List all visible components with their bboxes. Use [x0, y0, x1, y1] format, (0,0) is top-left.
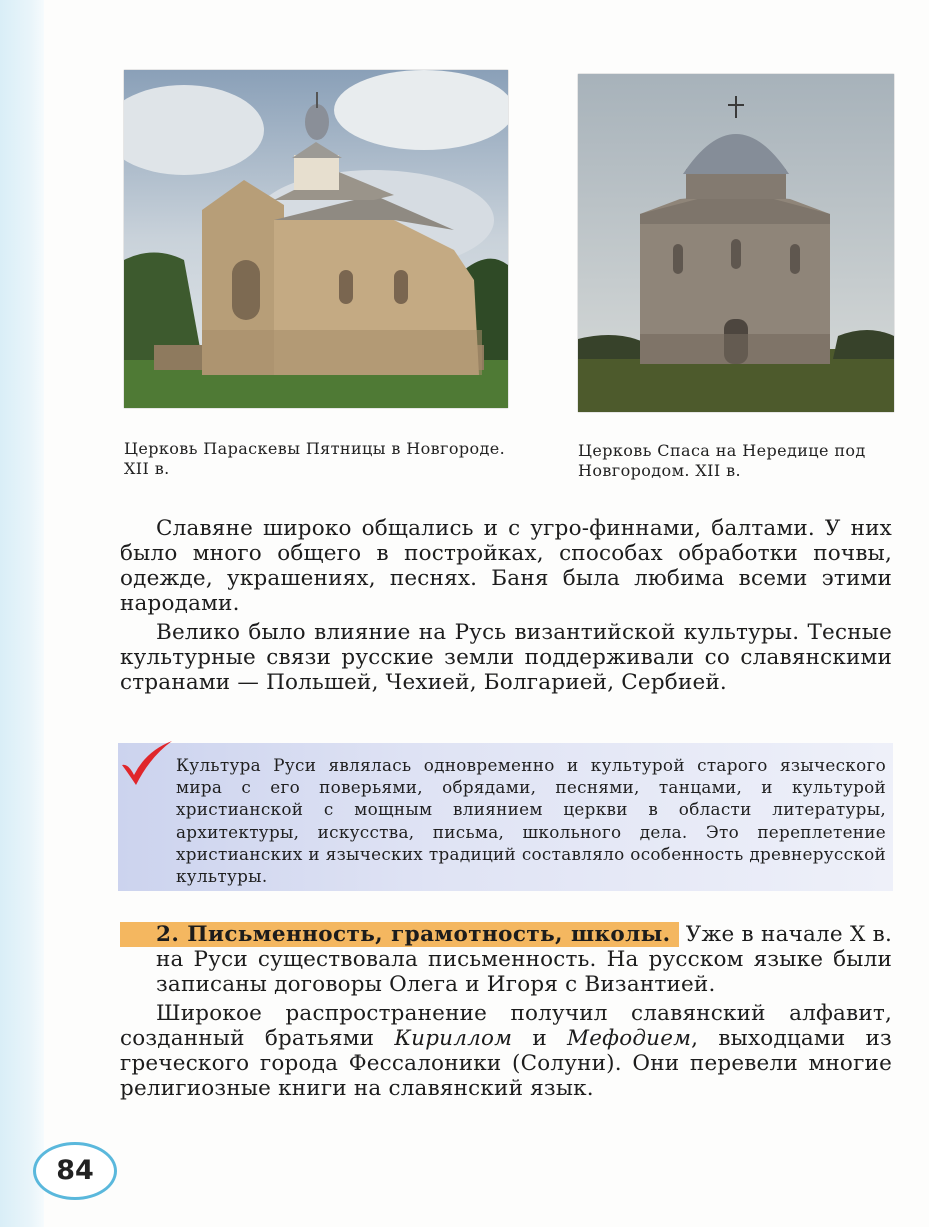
paragraph: Славяне широко общались и с угро-финнами, балтами. У них было много общего в постройках, способах обработки почвы, одежде, украшениях, песнях. Баня была любима всеми этими народами.	[120, 516, 892, 616]
page-number: 84	[33, 1142, 117, 1200]
church-paraskeva-photo	[124, 70, 508, 408]
paragraph: Велико было влияние на Русь византийской культуры. Тесные культурные связи русские земли поддерживали со славянскими странами — Польшей, Чехией, Болгарией, Сербией.	[120, 620, 892, 695]
paragraph	[120, 1001, 892, 1101]
checkmark-icon	[118, 739, 174, 787]
body-text-top	[120, 516, 892, 699]
section-paragraph	[120, 922, 892, 997]
name-methodius: Мефодием	[567, 1026, 692, 1051]
text-run: , выходцами из греческого города Фессалоники (Солуни). Они перевели многие религиозные книги на славянский язык.	[120, 1026, 892, 1101]
photo-caption: Церковь Спаса на Нередице под Новгородом. XII в.	[578, 441, 866, 480]
page-margin-strip	[0, 0, 44, 1227]
church-spasa-photo	[578, 74, 894, 412]
name-cyril: Кириллом	[394, 1026, 513, 1051]
photo-caption: Церковь Параскевы Пятницы в Новгороде. XII в.	[124, 439, 506, 478]
text-run: и	[512, 1026, 568, 1051]
key-point-text: Культура Руси являлась одновременно и культурой старого языческого мира с его поверьями, обрядами, песнями, танцами, и культурой христианской с мощным влиянием церкви в области литературы, архитектуры, искусства, письма, школьного дела. Это переплетение христианских и языческих традиций составляло особенность древнерусской культуры.	[176, 755, 886, 887]
body-text-section	[120, 922, 892, 1105]
text-run: Широкое распространение получил славянский алфавит, созданный братьями	[120, 1001, 892, 1051]
section-intro: Уже в начале X в. на Руси существовала письменность. На русском языке были записаны договоры Олега и Игоря с Византией.	[156, 922, 892, 997]
section-heading: 2. Письменность, грамотность, школы.	[120, 922, 679, 947]
key-point-box	[118, 743, 893, 891]
